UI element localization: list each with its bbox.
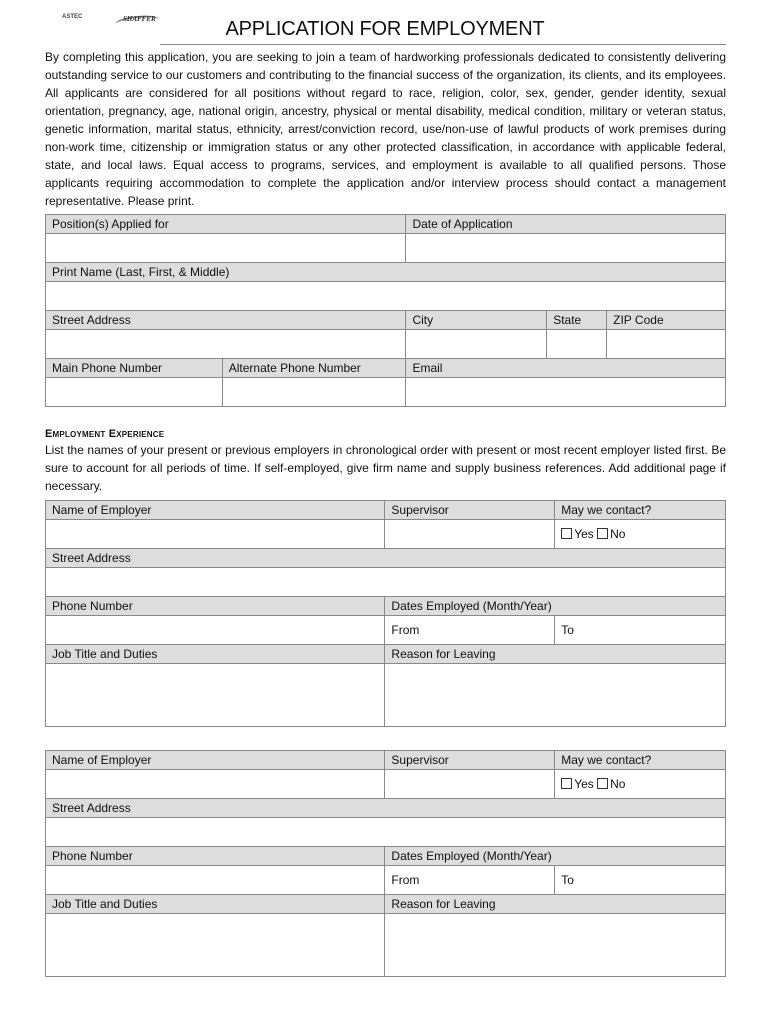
contact-label: May we contact? [555, 751, 726, 770]
city-label: City [406, 311, 547, 330]
job-label: Job Title and Duties [46, 895, 385, 914]
employer-street-label: Street Address [46, 549, 726, 568]
title-rule [160, 44, 726, 45]
no-label: No [610, 527, 626, 541]
yes-checkbox[interactable] [561, 528, 572, 539]
main-phone-label: Main Phone Number [46, 359, 223, 378]
yes-checkbox[interactable] [561, 778, 572, 789]
employer-field[interactable] [46, 520, 385, 549]
employment-instructions: List the names of your present or previous employers in chronological order with present or most recent employer listed first. Be sure to account for all periods of time. If self-employed, give firm name and supply business references. Add additional page if necessary. [45, 443, 726, 493]
contact-options [555, 520, 726, 549]
from-field[interactable]: From [385, 866, 555, 895]
reason-label: Reason for Leaving [385, 645, 726, 664]
phone-label: Phone Number [46, 597, 385, 616]
phone-label: Phone Number [46, 847, 385, 866]
reason-label: Reason for Leaving [385, 895, 726, 914]
contact-label: May we contact? [555, 501, 726, 520]
street-label: Street Address [46, 311, 406, 330]
zip-field[interactable] [607, 330, 726, 359]
intro-paragraph: By completing this application, you are seeking to join a team of hardworking professionals dedicated to consistently delivering outstanding service to our customers and contributing to the financial success of the organization, its clients, and its employees. All applicants are considered for all positions without regard to race, religion, color, sex, gender, gender identity, sexual orientation, pregnancy, age, national origin, ancestry, physical or mental disability, medical condition, military or veteran status, genetic information, marital status, ethnicity, arrest/conviction record, use/non-use of lawful products of work premises during non-work time, citizenship or immigration status or any other protected classification, in accordance with applicable federal, state, and local laws. Equal access to programs, services, and employment is available to all qualified persons. Those applicants requiring accommodation to complete the application and/or interview process should contact a management representative. Please print. [45, 50, 726, 208]
job-field[interactable] [46, 914, 385, 977]
employer-block-2 [45, 750, 726, 977]
applicant-info-table [45, 214, 726, 407]
employer-field[interactable] [46, 770, 385, 799]
supervisor-field[interactable] [385, 520, 555, 549]
alt-phone-field[interactable] [222, 378, 406, 407]
zip-label: ZIP Code [607, 311, 726, 330]
no-label: No [610, 777, 626, 791]
position-field[interactable] [46, 234, 406, 263]
employment-heading [45, 428, 164, 440]
state-label: State [547, 311, 607, 330]
phone-field[interactable] [46, 866, 385, 895]
phone-field[interactable] [46, 616, 385, 645]
from-field[interactable]: From [385, 616, 555, 645]
employer-street-label: Street Address [46, 799, 726, 818]
date-label: Date of Application [406, 215, 726, 234]
supervisor-label: Supervisor [385, 751, 555, 770]
astec-logo-text: ASTEC [62, 14, 83, 20]
yes-label: Yes [574, 527, 594, 541]
page-title: APPLICATION FOR EMPLOYMENT [225, 18, 545, 40]
state-field[interactable] [547, 330, 607, 359]
alt-phone-label: Alternate Phone Number [222, 359, 406, 378]
yes-label: Yes [574, 777, 594, 791]
job-field[interactable] [46, 664, 385, 727]
city-field[interactable] [406, 330, 547, 359]
employer-street-field[interactable] [46, 568, 726, 597]
dates-label: Dates Employed (Month/Year) [385, 597, 726, 616]
employment-heading-text: Employment Experience [45, 428, 165, 440]
employer-label: Name of Employer [46, 751, 385, 770]
dates-label: Dates Employed (Month/Year) [385, 847, 726, 866]
shaffer-logo-text: SHAFFER [123, 15, 156, 23]
to-field[interactable]: To [555, 616, 726, 645]
job-label: Job Title and Duties [46, 645, 385, 664]
email-field[interactable] [406, 378, 726, 407]
date-field[interactable] [406, 234, 726, 263]
reason-field[interactable] [385, 914, 726, 977]
street-field[interactable] [46, 330, 406, 359]
name-field[interactable] [46, 282, 726, 311]
employer-block-1 [45, 500, 726, 727]
no-checkbox[interactable] [597, 528, 608, 539]
supervisor-field[interactable] [385, 770, 555, 799]
employer-street-field[interactable] [46, 818, 726, 847]
no-checkbox[interactable] [597, 778, 608, 789]
contact-options [555, 770, 726, 799]
position-label: Position(s) Applied for [46, 215, 406, 234]
employer-label: Name of Employer [46, 501, 385, 520]
supervisor-label: Supervisor [385, 501, 555, 520]
to-field[interactable]: To [555, 866, 726, 895]
main-phone-field[interactable] [46, 378, 223, 407]
email-label: Email [406, 359, 726, 378]
reason-field[interactable] [385, 664, 726, 727]
name-label: Print Name (Last, First, & Middle) [46, 263, 726, 282]
